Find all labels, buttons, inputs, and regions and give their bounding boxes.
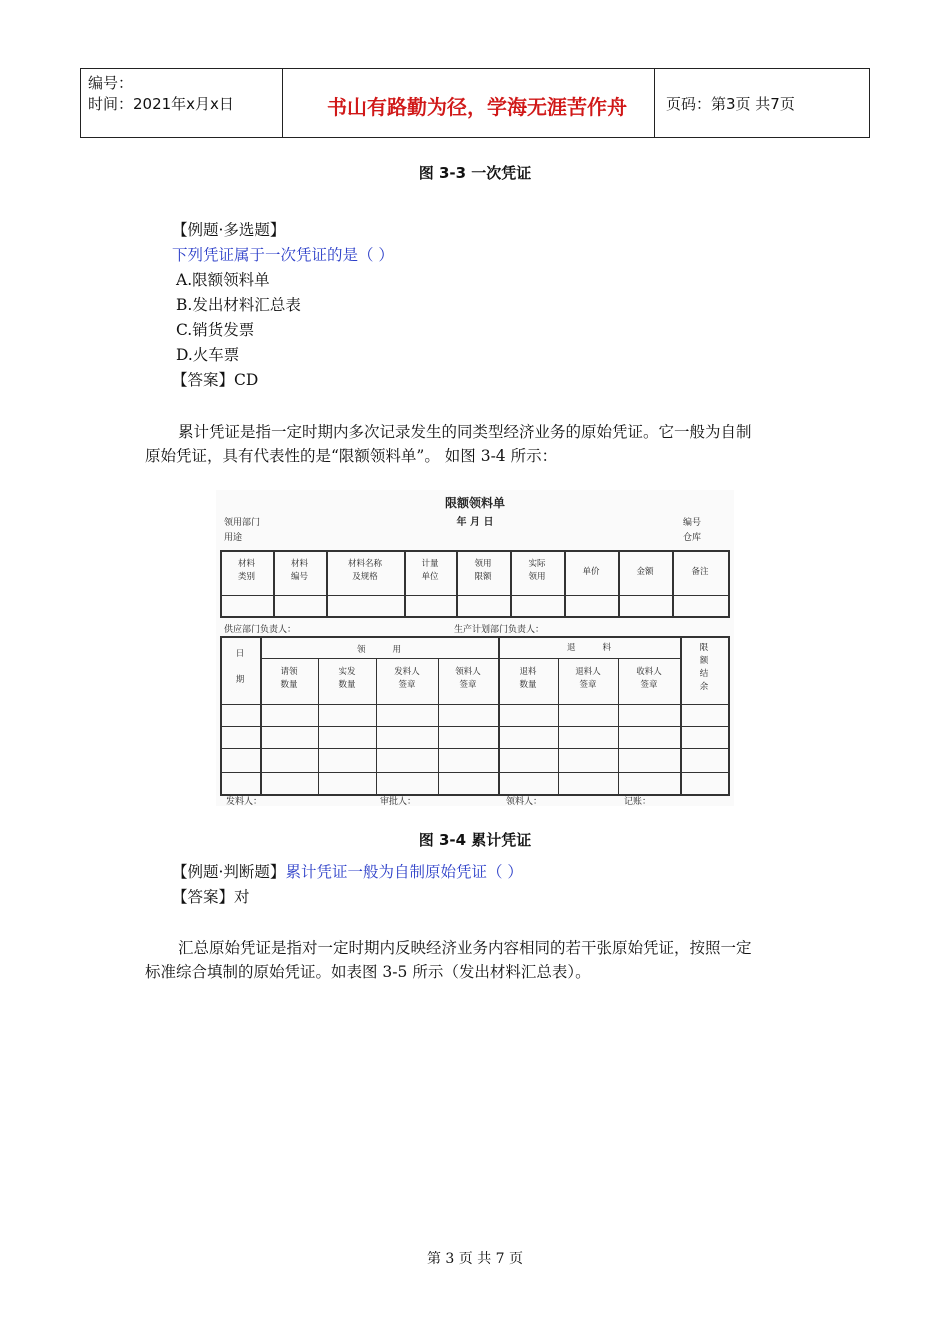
form-remaining: 限 额 结 余 (699, 643, 709, 692)
form-sub-header: 退料 数量 (519, 667, 537, 690)
form-top-header: 计量 单位 (421, 559, 439, 582)
form-sub-header: 发料人 签章 (394, 667, 420, 690)
form-grid-line (220, 616, 728, 618)
form-top-header: 实际 领用 (528, 559, 546, 582)
example2 (172, 860, 523, 885)
document-header (80, 68, 870, 138)
form-receive-group: 领 用 (356, 645, 402, 655)
para1-line1: 累计凭证是指一定时期内多次记录发生的同类型经济业务的原始凭证。它一般为自制 (178, 423, 752, 441)
option-b: B.发出材料汇总表 (176, 296, 301, 314)
page-footer: 第 3 页 共 7 页 (426, 1251, 524, 1267)
example1-question: 下列凭证属于一次凭证的是（ ） (172, 246, 394, 264)
form-grid-line (680, 636, 682, 794)
form-grid-line (260, 658, 680, 659)
form-grid-line (618, 550, 620, 618)
form-supply-head: 供应部门负责人： (224, 625, 297, 635)
quota-requisition-form-image (216, 490, 734, 806)
form-sub-header: 收料人 签章 (636, 667, 662, 690)
example2-answer: 【答案】对 (172, 888, 250, 906)
form-sub-header: 请领 数量 (280, 667, 298, 690)
form-date: 年 月 日 (456, 517, 494, 528)
motto: 书山有路勤为径，学海无涯苦作舟 (327, 95, 627, 119)
form-grid-line (728, 550, 730, 618)
form-top-header: 备注 (691, 567, 709, 577)
form-title: 限额领料单 (444, 496, 505, 510)
form-grid-line (220, 794, 728, 796)
example1-answer: 【答案】CD (172, 371, 259, 389)
form-grid-line (220, 704, 728, 705)
form-warehouse: 仓库 (683, 533, 702, 543)
example1-title: 【例题·多选题】 (172, 221, 286, 239)
form-grid-line (260, 636, 262, 794)
number-label: 编号： (88, 74, 134, 92)
figure-3-4-caption: 图 3-4 累计凭证 (418, 831, 532, 849)
para1-line2: 原始凭证，具有代表性的是“限额领料单”。 如图 3-4 所示： (145, 447, 558, 465)
form-grid-line (220, 772, 728, 773)
form-grid-line (220, 636, 222, 796)
form-footer-bookkeeper: 记账： (624, 797, 652, 807)
example2-prefix: 【例题·判断题】 (172, 863, 286, 881)
option-a: A.限额领料单 (176, 271, 270, 289)
para2-line2: 标准综合填制的原始凭证。如表图 3-5 所示（发出材料汇总表）。 (145, 963, 591, 981)
form-grid-line (220, 595, 728, 596)
form-grid-line (220, 748, 728, 749)
form-grid-line (498, 636, 500, 794)
form-plan-head: 生产计划部门负责人： (454, 625, 545, 635)
form-footer-approver: 审批人： (380, 797, 417, 807)
example2-question: 累计凭证一般为自制原始凭证（ ） (285, 863, 523, 881)
time-label: 时间：2021年x月x日 (88, 95, 234, 113)
form-grid-line (220, 550, 728, 552)
form-top-header: 领用 限额 (474, 559, 492, 582)
form-top-header: 材料 编号 (290, 559, 308, 582)
form-top-header: 金额 (636, 567, 654, 577)
form-top-header: 材料名称 及规格 (347, 559, 382, 582)
form-dept: 领用部门 (224, 518, 261, 528)
option-c: C.销货发票 (176, 321, 255, 339)
option-d: D.火车票 (176, 346, 240, 364)
para2-line1: 汇总原始凭证是指对一定时期内反映经济业务内容相同的若干张原始凭证，按照一定 (178, 939, 752, 957)
form-footer-issuer: 发料人： (226, 797, 263, 807)
form-grid-line (220, 726, 728, 727)
form-grid-line (220, 636, 728, 638)
figure-3-3-caption: 图 3-3 一次凭证 (418, 164, 532, 182)
header-meta (88, 73, 234, 115)
page-info: 页码：第3页 共7页 (666, 95, 795, 113)
form-purpose: 用途 (224, 533, 243, 543)
form-date-col: 日 期 (235, 649, 245, 685)
form-top-header: 材料 类别 (237, 559, 255, 582)
form-top-header: 单价 (582, 567, 600, 577)
form-sub-header: 退料人 签章 (575, 667, 601, 690)
form-grid-line (672, 550, 674, 618)
form-grid-line (564, 550, 566, 618)
form-footer-receiver: 领料人： (506, 797, 543, 807)
form-number: 编号 (683, 518, 702, 528)
form-sub-header: 领料人 签章 (455, 667, 481, 690)
form-sub-header: 实发 数量 (338, 667, 356, 690)
form-grid-line (728, 636, 730, 796)
form-return-group: 退 料 (566, 643, 612, 653)
